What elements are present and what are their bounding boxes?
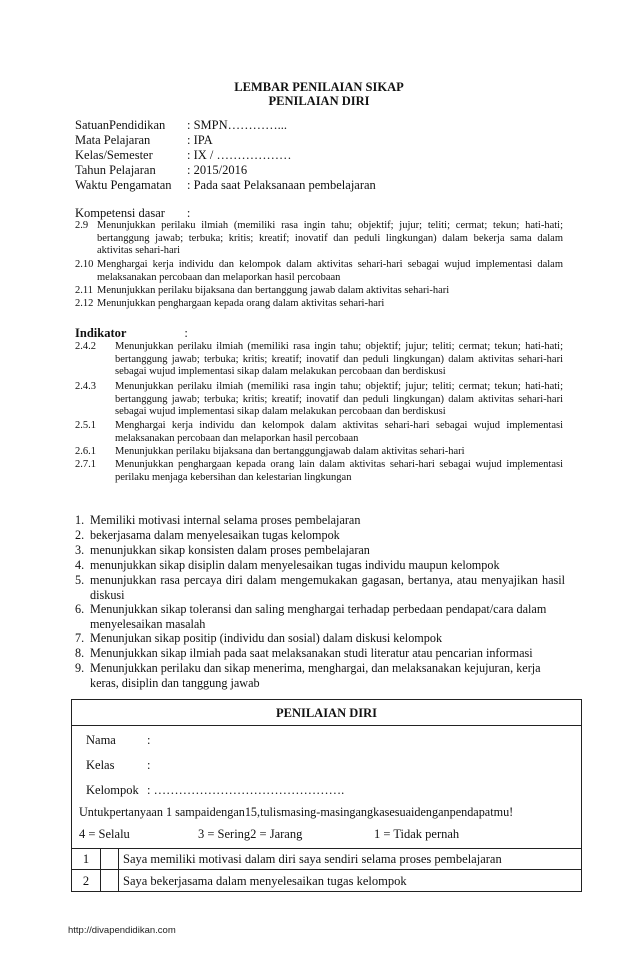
row-number: 1 — [82, 852, 90, 866]
identity-value: : IX / ……………… — [187, 148, 292, 162]
objective-text: Memiliki motivasi internal selama proses pembelajaran — [90, 513, 361, 527]
indikator-number: 2.4.3 — [75, 381, 96, 392]
identity-value: : Pada saat Pelaksanaan pembelajaran — [187, 178, 376, 192]
kelompok-label: Kelompok — [86, 783, 139, 797]
indikator-heading-text: Indikator — [75, 326, 127, 340]
indikator-item — [75, 341, 563, 379]
objective-number: 2. — [75, 528, 85, 542]
kelompok-value: : ………………………………………. — [147, 783, 345, 797]
objective-text: bekerjasama dalam menyelesaikan tugas kelompok — [90, 528, 340, 542]
identity-value: : 2015/2016 — [187, 163, 248, 177]
table-row — [71, 848, 582, 870]
objective-number: 9. — [75, 661, 85, 675]
kompetensi-heading-text: Kompetensi dasar — [75, 206, 165, 220]
objective-item — [75, 513, 565, 528]
indikator-number: 2.7.1 — [75, 459, 96, 470]
kelas-colon: : — [147, 758, 151, 772]
identity-value: : IPA — [187, 133, 213, 147]
objective-item — [75, 631, 565, 646]
objective-item — [75, 661, 565, 690]
row-statement: Saya bekerjasama dalam menyelesaikan tugas kelompok — [123, 874, 407, 888]
objective-text: menunjukkan sikap disiplin dalam menyelesaikan tugas individu maupun kelompok — [90, 558, 500, 572]
indikator-item — [75, 420, 563, 445]
kompetensi-text: Menunjukkan perilaku bijaksana dan bertanggung jawab dalam aktivitas sehari-hari — [97, 285, 450, 296]
kompetensi-item — [75, 298, 563, 311]
row-statement: Saya memiliki motivasi dalam diri saya sendiri selama proses pembelajaran — [123, 852, 502, 866]
indikator-number: 2.5.1 — [75, 420, 96, 431]
indikator-text: Menunjukkan perilaku bijaksana dan bertanggungjawab dalam aktivitas sehari-hari — [115, 446, 465, 457]
form-header: PENILAIAN DIRI — [275, 706, 378, 720]
indikator-text: Menunjukkan perilaku ilmiah (memiliki rasa ingin tahu; objektif; jujur; teliti; cermat; tekun; hati-hati; bertanggung jawab; terbuka; kritis; kreatif; inovatif dan peduli lingkungan) dalam aktivitas sehari-hari sebagai wujud implementasi sikap dalam melakukan percobaan dan berdiskusi — [115, 341, 563, 378]
objective-item — [75, 558, 565, 573]
nama-label: Nama — [86, 733, 116, 747]
kompetensi-text: Menghargai kerja individu dan kelompok dalam aktivitas sehari-hari sebagai wujud implementasi dalam melaksanakan percobaan dan melaporkan hasil percobaan — [97, 259, 563, 283]
objective-number: 5. — [75, 573, 85, 587]
indikator-colon: : — [184, 326, 188, 340]
document-subtitle: PENILAIAN DIRI — [268, 94, 370, 108]
kompetensi-item — [75, 259, 563, 284]
objective-text: menunjukkan sikap konsisten dalam proses pembelajaran — [90, 543, 370, 557]
indikator-text: Menghargai kerja individu dan kelompok dalam aktivitas sehari-hari sebagai wujud implementasi melaksanakan percobaan dan melaporkan hasil percobaan — [115, 420, 563, 444]
column-divider — [100, 870, 101, 891]
identity-value: : SMPN…………... — [187, 118, 288, 132]
objective-text: Menunjukkan sikap ilmiah pada saat melaksanakan studi literatur atau pencarian informasi — [90, 646, 533, 660]
instruction-text: Untukpertanyaan 1 sampaidengan15,tulismasing-masingangkasesuaidenganpendapatmu! — [79, 805, 514, 819]
identity-row — [75, 133, 213, 148]
objective-item — [75, 646, 565, 661]
objective-item — [75, 543, 565, 558]
column-divider — [100, 849, 101, 869]
objective-number: 1. — [75, 513, 85, 527]
objective-text: menunjukkan rasa percaya diri dalam mengemukakan gagasan, bertanya, atau menyajikan hasil diskusi — [90, 573, 565, 602]
column-divider — [118, 870, 119, 891]
kompetensi-text: Menunjukkan perilaku ilmiah (memiliki rasa ingin tahu; objektif; jujur; teliti; cermat; tekun; hati-hati; bertanggung jawab; terbuka; kritis; kreatif; inovatif dan peduli lingkungan) dalam bekerja sama dalam aktivitas sehari-hari — [97, 220, 563, 257]
document-title: LEMBAR PENILAIAN SIKAP — [234, 80, 404, 94]
kompetensi-heading — [75, 206, 190, 221]
kelas-label: Kelas — [86, 758, 115, 772]
indikator-item — [75, 446, 563, 459]
identity-row — [75, 148, 292, 163]
identity-label: SatuanPendidikan — [75, 118, 166, 132]
scale-sering-jarang: 3 = Sering2 = Jarang — [198, 827, 303, 841]
objective-number: 6. — [75, 602, 85, 616]
indikator-number: 2.4.2 — [75, 341, 96, 352]
indikator-text: Menunjukkan penghargaan kepada orang lain dalam aktivitas sehari-hari sebagai wujud implementasi perilaku menjaga kebersihan dan kelestarian lingkungan — [115, 459, 563, 483]
objective-number: 4. — [75, 558, 85, 572]
kompetensi-item — [75, 220, 563, 258]
indikator-item — [75, 459, 563, 484]
form-header-box — [71, 699, 582, 726]
objective-text: Menunjukan sikap positip (individu dan sosial) dalam diskusi kelompok — [90, 631, 443, 645]
footer-url[interactable]: http://divapendidikan.com — [68, 925, 176, 936]
identity-label: Tahun Pelajaran — [75, 163, 156, 177]
objective-text: Menunjukkan sikap toleransi dan saling menghargai terhadap perbedaan pendapat/cara dalam menyelesaikan masalah — [90, 602, 547, 631]
identity-row — [75, 118, 287, 133]
row-number: 2 — [82, 874, 90, 888]
kompetensi-number: 2.12 — [75, 298, 94, 309]
column-divider — [118, 849, 119, 869]
kompetensi-number: 2.9 — [75, 220, 89, 231]
kompetensi-colon: : — [186, 206, 191, 220]
objective-item — [75, 528, 565, 543]
indikator-text: Menunjukkan perilaku ilmiah (memiliki rasa ingin tahu; objektif; jujur; teliti; cermat; tekun; hati-hati; bertanggung jawab; terbuka; kritis; kreatif; inovatif dan peduli lingkungan) dalam aktivitas sehari-hari sebagai wujud implementasi sikap dalam melakukan percobaan dan berdiskusi — [115, 381, 563, 418]
objective-text: Menunjukkan perilaku dan sikap menerima, menghargai, dan melaksanakan kejujuran, kerja keras, disiplin dan tanggung jawab — [90, 661, 541, 690]
kompetensi-number: 2.10 — [75, 259, 94, 270]
kompetensi-item — [75, 285, 563, 298]
identity-label: Mata Pelajaran — [75, 133, 151, 147]
scale-selalu: 4 = Selalu — [79, 827, 130, 841]
nama-colon: : — [147, 733, 151, 747]
form-info-box — [71, 725, 582, 849]
indikator-item — [75, 381, 563, 419]
table-row — [71, 869, 582, 892]
indikator-number: 2.6.1 — [75, 446, 96, 457]
kompetensi-number: 2.11 — [75, 285, 93, 296]
objective-item — [75, 602, 565, 631]
objective-number: 7. — [75, 631, 85, 645]
objective-number: 3. — [75, 543, 85, 557]
identity-label: Kelas/Semester — [75, 148, 153, 162]
identity-label: Waktu Pengamatan — [75, 178, 172, 192]
objective-item — [75, 573, 565, 602]
scale-tidak-pernah: 1 = Tidak pernah — [374, 827, 460, 841]
kompetensi-text: Menunjukkan penghargaan kepada orang dalam aktivitas sehari-hari — [97, 298, 385, 309]
indikator-heading — [75, 326, 188, 341]
objective-number: 8. — [75, 646, 85, 660]
identity-row — [75, 163, 247, 178]
identity-row — [75, 178, 376, 193]
